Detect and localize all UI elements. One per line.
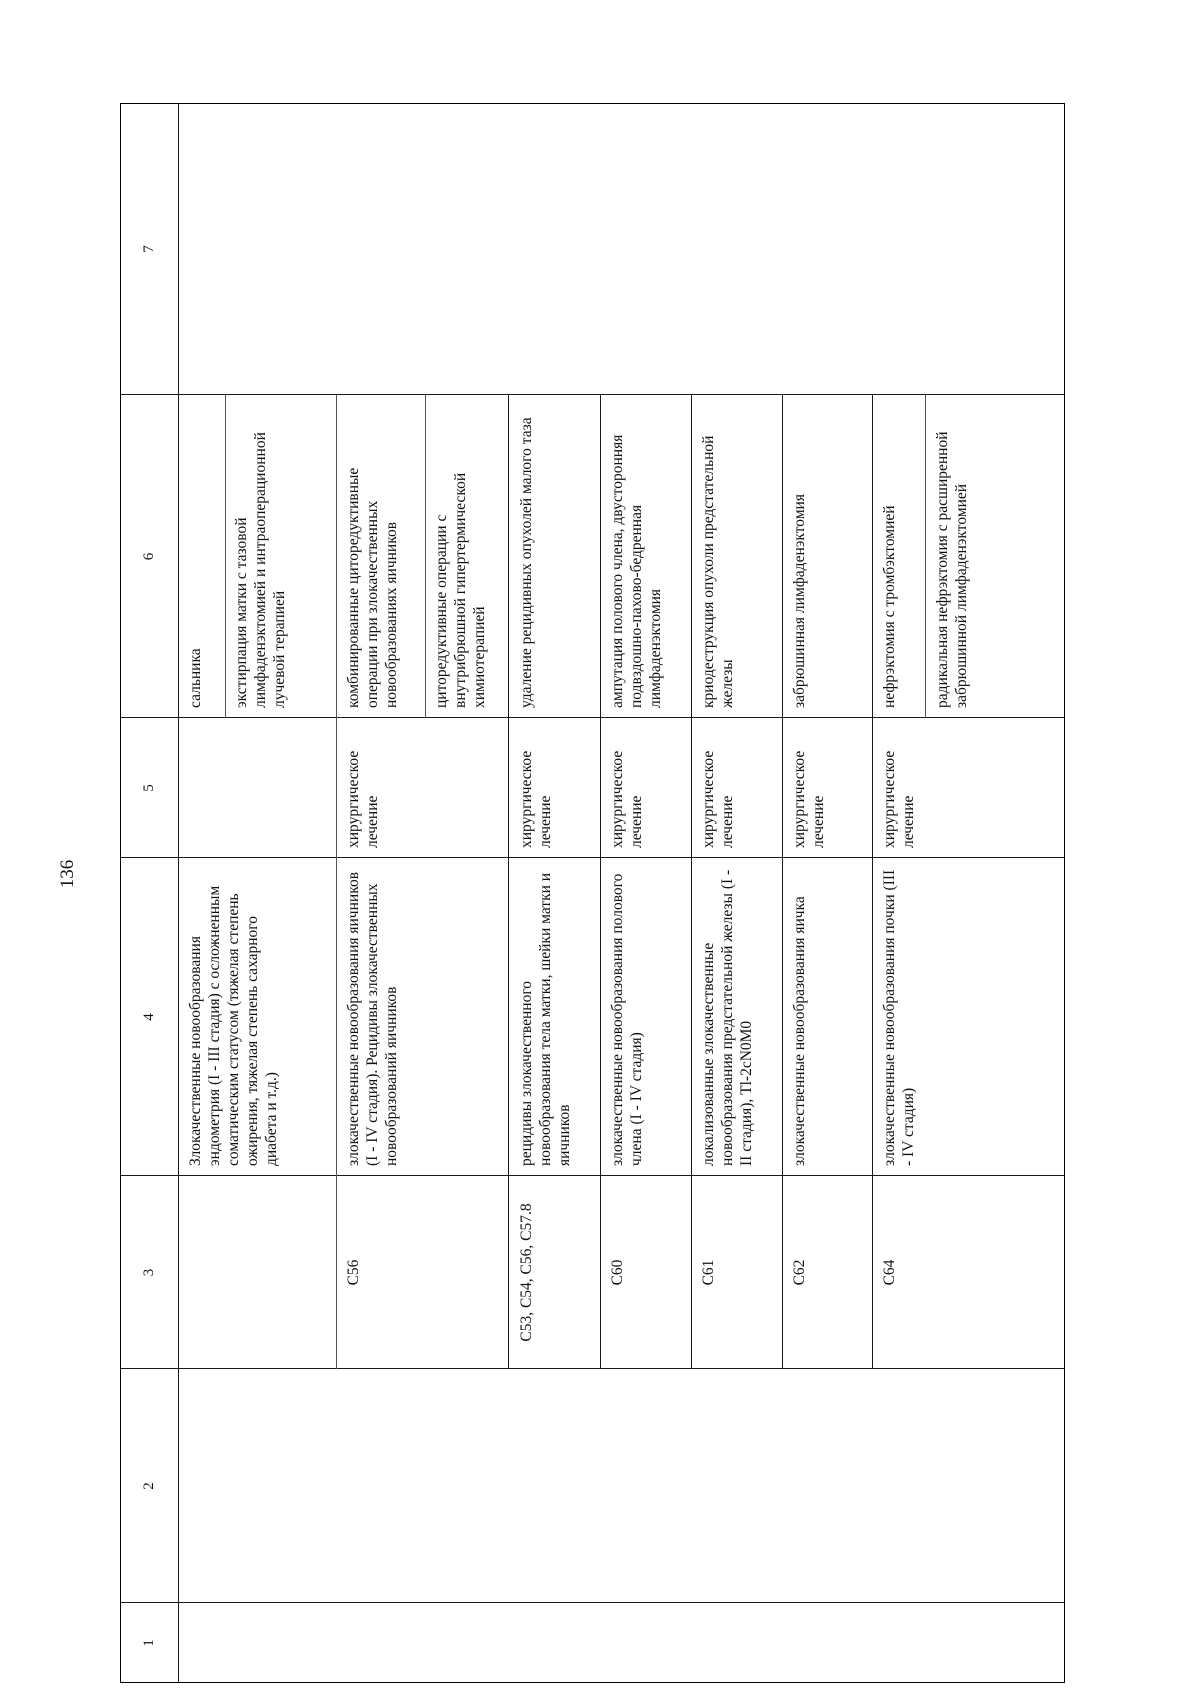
procedure-cell: криодеструкция опухоли предстательной железы bbox=[700, 435, 736, 708]
procedure-cell: радикальная нефрэктомия с расширенной забрюшинной лимфаденэктомией bbox=[934, 431, 970, 708]
header-separator bbox=[178, 103, 179, 1683]
row-separator bbox=[782, 395, 783, 1369]
treatment-cell: хирургическое лечение bbox=[609, 750, 645, 848]
column-header: 6 bbox=[141, 552, 157, 561]
page-number: 136 bbox=[57, 859, 78, 889]
sub-row-separator bbox=[225, 395, 226, 718]
diagnosis-cell: злокачественные новообразования почки (III - IV стадия) bbox=[881, 869, 917, 1166]
diagnosis-cell: злокачественные новообразования яичников (I - IV стадия). Рецидивы злокачественных новообразований яичников bbox=[345, 871, 400, 1166]
column-header: 4 bbox=[141, 1013, 157, 1021]
code-cell: C61 bbox=[700, 1259, 717, 1286]
diagnosis-cell: Злокачественные новообразования эндометрия (I - III стадия) с осложненным соматическим статусом (тяжелая степень ожирения, тяжелая степень сахарного диабета и т.д.) bbox=[187, 885, 280, 1166]
code-cell: C53, C54, C56, C57.8 bbox=[518, 1203, 535, 1342]
row-separator bbox=[691, 395, 692, 1369]
column-divider bbox=[120, 717, 1065, 718]
treatment-cell: хирургическое лечение bbox=[345, 750, 381, 848]
row-separator bbox=[508, 395, 509, 1369]
column-divider bbox=[120, 1368, 1065, 1369]
table-border-left bbox=[120, 1682, 1065, 1683]
code-cell: C60 bbox=[609, 1259, 626, 1286]
procedure-cell: циторедуктивные операции с внутрибрюшной гипертермической химиотерапией bbox=[433, 472, 488, 708]
diagnosis-cell: злокачественные новообразования яичка bbox=[791, 896, 808, 1166]
column-header: 2 bbox=[141, 1482, 157, 1490]
procedure-cell: сальника bbox=[187, 648, 204, 708]
sub-row-separator bbox=[925, 395, 926, 718]
column-divider bbox=[120, 1175, 1065, 1176]
code-cell: C64 bbox=[881, 1259, 898, 1286]
column-divider bbox=[120, 1602, 1065, 1603]
diagnosis-cell: локализованные злокачественные новообразования предстательной железы (I - II стадия), Tl-2cN0M0 bbox=[700, 869, 755, 1166]
row-separator bbox=[336, 395, 337, 1369]
treatment-cell: хирургическое лечение bbox=[881, 750, 917, 848]
procedure-cell: забрюшинная лимфаденэктомия bbox=[791, 494, 808, 708]
code-cell: C62 bbox=[791, 1259, 808, 1286]
column-header: 3 bbox=[141, 1268, 157, 1277]
diagnosis-cell: рецидивы злокачественного новообразования тела матки, шейки матки и яичников bbox=[518, 872, 573, 1166]
procedure-cell: комбинированные циторедуктивные операции при злокачественных новообразованиях яичников bbox=[345, 467, 400, 708]
procedure-cell: экстирпация матки с тазовой лимфаденэктомией и интраоперационной лучевой терапией bbox=[233, 432, 288, 708]
rotated-table bbox=[120, 103, 1065, 1683]
code-cell: C56 bbox=[345, 1259, 362, 1286]
procedure-cell: нефрэктомия с тромбэктомией bbox=[881, 505, 898, 708]
table-border-bottom bbox=[1064, 103, 1065, 1683]
procedure-cell: удаление рецидивных опухолей малого таза bbox=[518, 417, 535, 708]
treatment-cell: хирургическое лечение bbox=[518, 750, 554, 848]
column-divider bbox=[120, 857, 1065, 858]
diagnosis-cell: злокачественные новообразования полового члена (I - IV стадия) bbox=[609, 873, 645, 1166]
table-border-right bbox=[120, 103, 1065, 104]
treatment-cell: хирургическое лечение bbox=[791, 750, 827, 848]
procedure-cell: ампутация полового члена, двусторонняя подвздошно-пахово-бедренная лимфаденэктомия bbox=[609, 434, 664, 708]
row-separator bbox=[600, 395, 601, 1369]
column-header: 7 bbox=[141, 245, 157, 253]
row-separator bbox=[872, 395, 873, 1369]
column-header: 5 bbox=[141, 784, 157, 792]
sub-row-separator bbox=[425, 395, 426, 718]
column-header: 1 bbox=[141, 1639, 157, 1647]
treatment-cell: хирургическое лечение bbox=[700, 750, 736, 848]
column-divider bbox=[120, 394, 1065, 395]
